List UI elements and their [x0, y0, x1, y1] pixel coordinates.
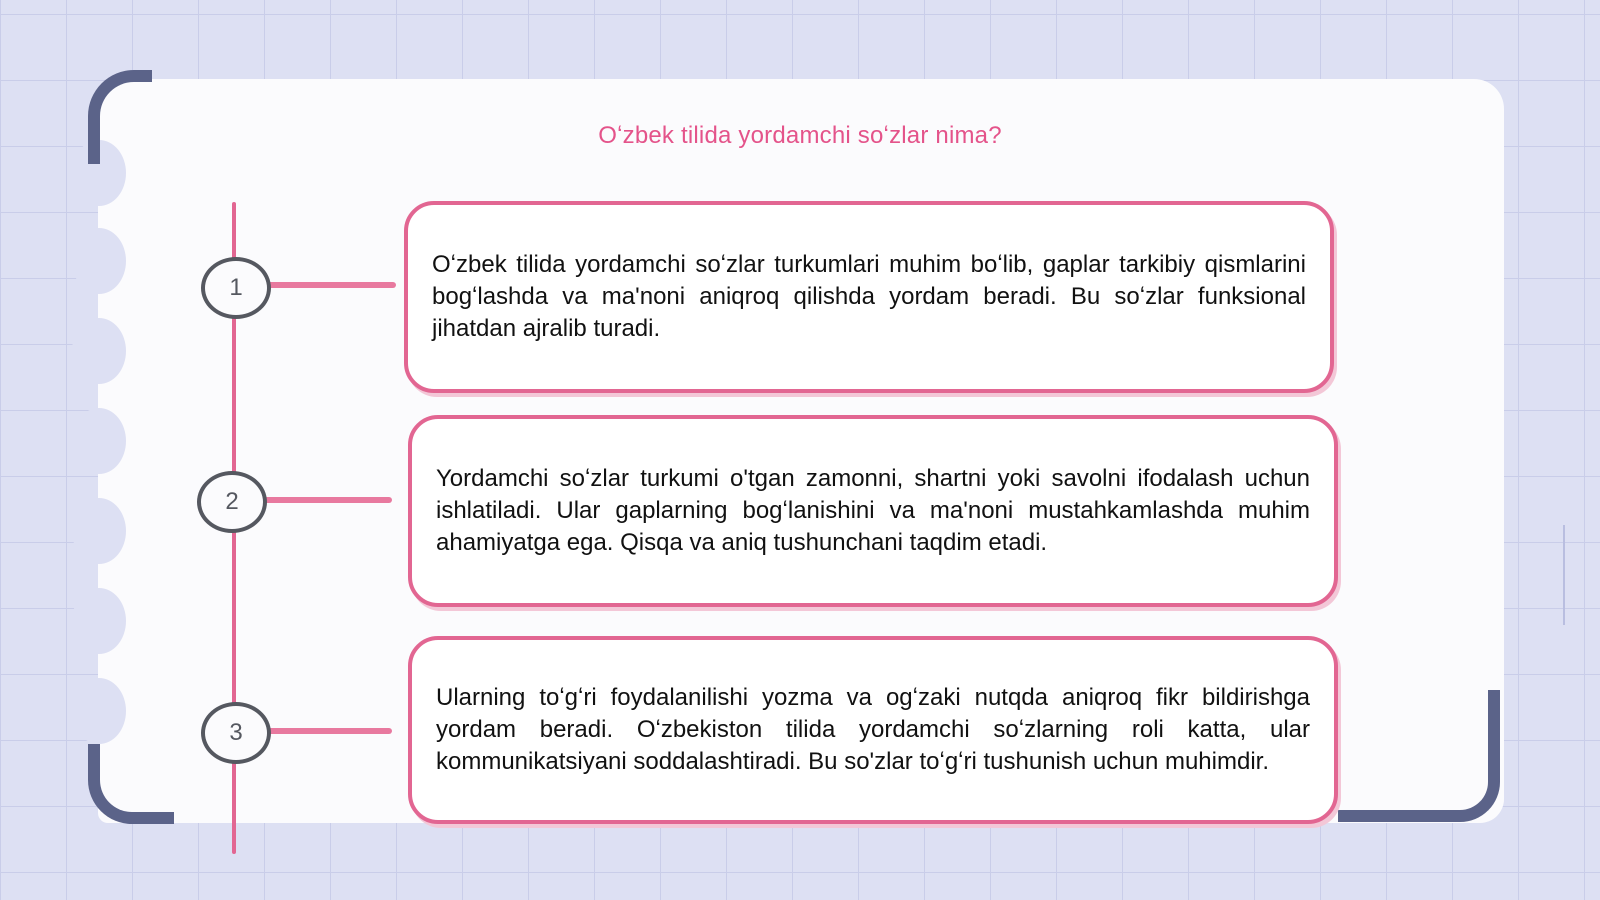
card-text-1: Oʻzbek tilida yordamchi soʻzlar turkumlari muhim boʻlib, gaplar tarkibiy qismlarini bogʻlashda va ma'noni aniqroq qilishda yordam beradi. Bu soʻzlar funksional jihatdan ajralib turadi.	[432, 251, 1306, 342]
text-card-1	[404, 201, 1334, 393]
paper-notch	[72, 678, 126, 744]
paper-notch	[72, 228, 126, 294]
corner-bracket-bottom-left	[88, 744, 174, 824]
paper-notch	[72, 408, 126, 474]
step-number-1: 1	[201, 257, 271, 319]
step-number-3: 3	[201, 702, 271, 764]
edge-tick	[1563, 525, 1565, 625]
card-text-3: Ularning toʻgʻri foydalanilishi yozma va ogʻzaki nutqda aniqroq fikr bildirishga yordam beradi. Oʻzbekiston tilida yordamchi soʻzlarning roli katta, ular kommunikatsiyani soddalashtiradi. Bu so'zlar toʻgʻri tushunish uchun muhimdir.	[436, 684, 1310, 775]
corner-bracket-bottom-right	[1338, 690, 1500, 822]
text-card-3	[408, 636, 1338, 824]
timeline-connector-2	[262, 497, 392, 503]
step-number-2: 2	[197, 471, 267, 533]
paper-notch	[72, 588, 126, 654]
paper-notch	[72, 318, 126, 384]
card-text-2: Yordamchi soʻzlar turkumi o'tgan zamonni, shartni yoki savolni ifodalash uchun ishlatiladi. Ular gaplarning bogʻlanishini va ma'noni mustahkamlashda muhim ahamiyatga ega. Qisqa va aniq tushunchani taqdim etadi.	[436, 465, 1310, 556]
timeline-connector-3	[266, 728, 392, 734]
text-card-2	[408, 415, 1338, 607]
paper-notch	[72, 498, 126, 564]
timeline-connector-1	[266, 282, 396, 288]
slide-title: Oʻzbek tilida yordamchi soʻzlar nima?	[598, 122, 1002, 149]
